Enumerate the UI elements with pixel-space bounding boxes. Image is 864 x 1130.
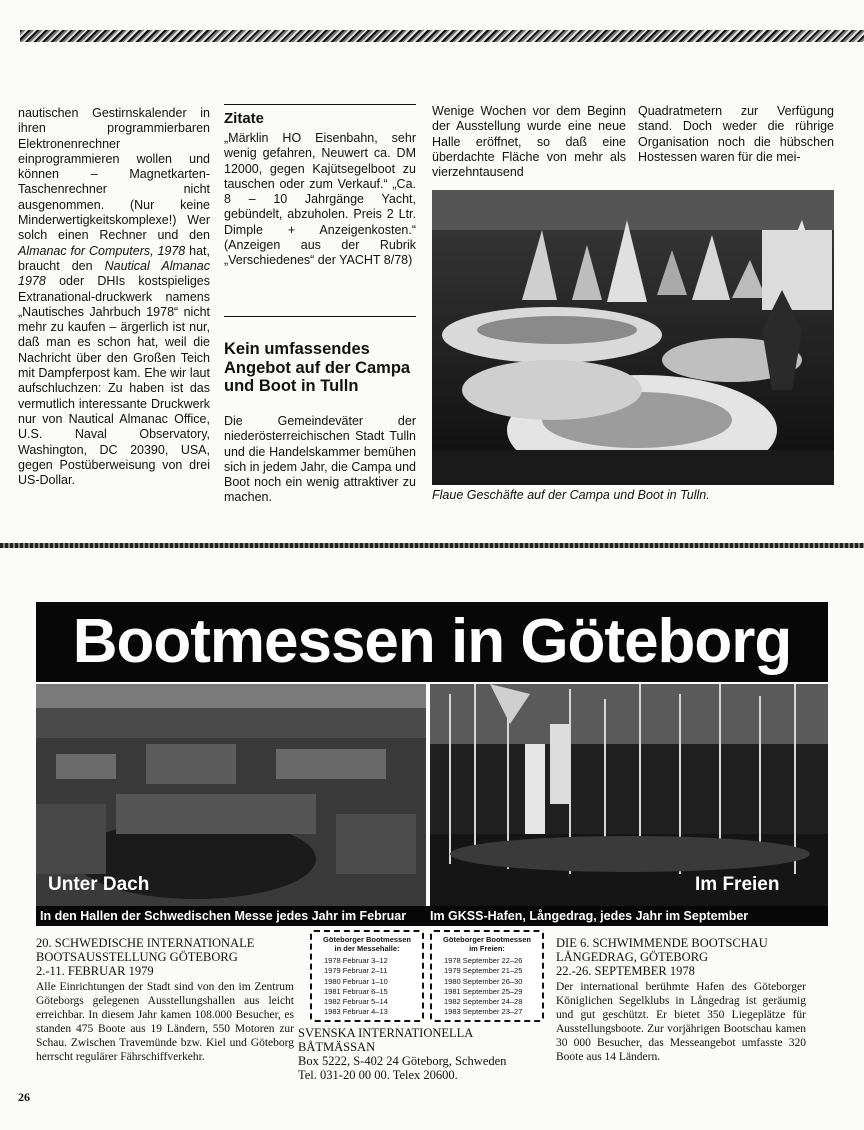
column-4-text: Quadratmetern zur Verfügung stand. Doch weder die rührige Organisation noch die hübschen Hostessen waren für die mei-	[638, 104, 834, 164]
schedule-left-title-1: Göteborger Bootmessen	[323, 935, 411, 944]
strip-hafen: Im GKSS-Hafen, Långedrag, jedes Jahr im September	[426, 906, 828, 926]
top-decorative-bar	[20, 30, 864, 42]
tulln-intro-text: Die Gemeindeväter der niederösterreichischen Stadt Tulln und die Handelskammer bemühen sich in jedem Jahr, die Campa und Boot noch ein wenig attraktiver zu machen.	[224, 414, 416, 505]
left-block-heading-2: BOOTSAUSSTELLUNG GÖTEBORG	[36, 950, 238, 964]
col1-title-nautical-almanac: Nautical Almanac 1978	[18, 258, 210, 289]
schedule-messehalle	[310, 930, 424, 1022]
harbor-photo-illustration	[430, 684, 828, 906]
schedule-right-title-1: Göteborger Bootmessen	[443, 935, 531, 944]
right-block-heading-3: 22.-26. SEPTEMBER 1978	[556, 964, 695, 978]
right-block-heading-2: LÅNGEDRAG, GÖTEBORG	[556, 950, 709, 964]
right-block-heading-1: DIE 6. SCHWIMMENDE BOOTSCHAU	[556, 936, 768, 950]
section-heading-tulln: Kein umfassendes Angebot auf der Campa und Boot in Tulln	[224, 340, 411, 395]
schedule-left-row: 1978 Februar 3–12	[324, 956, 388, 965]
label-im-freien: Im Freien	[695, 874, 780, 895]
photo-caption: Flaue Geschäfte auf der Campa und Boot in Tulln.	[432, 488, 710, 502]
banner-headline: Bootmessen in Göteborg	[36, 602, 828, 682]
schedule-left-row: 1983 Februar 4–13	[324, 1007, 388, 1017]
schedule-left-row: 1980 Februar 1–10	[324, 976, 388, 986]
schedule-right-row: 1982 September 24–28	[444, 997, 523, 1007]
zitate-text: „Märklin HO Eisenbahn, sehr wenig gefahren, Neuwert ca. DM 12000, gegen Kajütsegelboot zu tauschen oder zum Verkauf.“ „Ca. 8 – 10 Jahrgänge Yacht, gebündelt, abzuholen. Preis 2 Ltr. Dimple + Anzeigenkosten.“ (Anzeigen aus der Rubrik „Verschiedenes“ der YACHT 8/78)	[224, 131, 416, 268]
schedule-left-title-2: in der Messehalle:	[334, 944, 400, 953]
schedule-left-row: 1981 Februar 6–15	[324, 986, 388, 996]
schedule-right-row: 1979 September 21–25	[444, 966, 523, 976]
tulln-boat-show-photo	[432, 190, 834, 485]
left-block-body: Alle Einrichtungen der Stadt sind von den im Zentrum Göteborgs gelegenen Ausstellungshallen aus leicht erreichbar. In diesem Jahr kamen 108.000 Besucher, es standen 475 Boote aus 19 Ländern, 550 Motoren zur Schau. Zwischen Travemünde bzw. Kiel und Göteborg herrscht regulärer Fährschiffverkehr.	[36, 981, 294, 1063]
schedule-right-title-2: im Freien:	[469, 944, 505, 953]
right-block-body: Der international berühmte Hafen des Göteborger Königlichen Segelklubs in Långedrag ist geräumig und gut geschützt. Er bietet 350 Liegeplätze für Ausstellungsboote. Zur vorjährigen Bootschau kamen 30 000 Besucher, das Messeangebot umfasste 320 Boote aus 14 Ländern.	[556, 981, 806, 1063]
schedule-right-row: 1983 September 23–27	[444, 1007, 523, 1017]
address-line-2: BÅTMÄSSAN	[298, 1040, 376, 1054]
column-3-text: Wenige Wochen vor dem Beginn der Ausstellung wurde eine neue Halle eröffnet, so daß eine überdachte Fläche von mehr als vierzehntausend	[432, 104, 626, 180]
schedule-right-row: 1981 September 25–29	[444, 986, 523, 996]
address-line-3: Box 5222, S-402 24 Göteborg, Schweden	[298, 1054, 507, 1068]
label-unter-dach: Unter Dach	[48, 874, 150, 895]
schedule-left-row: 1982 Februar 5–14	[324, 997, 388, 1007]
harbor-boats-photo	[430, 684, 828, 906]
section-separator-bar	[0, 543, 864, 548]
left-block-heading-3: 2.-11. FEBRUAR 1979	[36, 964, 154, 978]
city-photo-illustration	[36, 684, 426, 906]
tulln-photo-illustration	[432, 190, 834, 485]
col1-title-almanac-computers: Almanac for Computers, 1978	[18, 243, 186, 258]
zitate-top-rule	[224, 104, 416, 105]
city-hall-photo	[36, 684, 426, 906]
zitate-heading: Zitate	[224, 110, 265, 127]
schedule-right-row: 1978 September 22–26	[444, 956, 523, 965]
address-line-1: SVENSKA INTERNATIONELLA	[298, 1026, 474, 1040]
col1-text-a: nautischen Gestirnskalender in ihren programmierbaren Elektronenrechner einprogrammieren wollen und können – Magnetkarten-Taschenrechner nicht ausgenommen. (Nur keine Minderwertigkeitskomplexe!) Wer solch einen Rechner und den	[18, 106, 210, 243]
page-number: 26	[18, 1090, 30, 1104]
col1-text-c: oder DHIs kostspieliges Extranational-druckwerk namens „Nautisches Jahrbuch 1978“ nicht mehr zu kaufen – ärgerlich ist nur, daß man es schon hat, weil die Nachricht über den Großen Teich mit Dampferpost kam. Ehe wir laut aufschluchzen: Zu haben ist das vermutlich interessante Druckwerk nur von Nautical Almanac Office, U.S. Naval Observatory, Washington, DC 20390, USA, gegen Postüberweisung von drei US-Dollar.	[18, 274, 210, 488]
strip-hallen: In den Hallen der Schwedischen Messe jedes Jahr im Februar	[36, 906, 426, 926]
schedule-left-row: 1979 Februar 2–11	[324, 966, 388, 976]
left-block-heading-1: 20. SCHWEDISCHE INTERNATIONALE	[36, 936, 255, 950]
schedule-im-freien	[430, 930, 544, 1022]
zitate-bottom-rule	[224, 316, 416, 317]
schedule-right-row: 1980 September 26–30	[444, 976, 523, 986]
column-1-text	[18, 106, 210, 488]
address-line-4: Tel. 031-20 00 00. Telex 20600.	[298, 1068, 458, 1082]
col1-text-b: hat, braucht den	[18, 243, 210, 273]
